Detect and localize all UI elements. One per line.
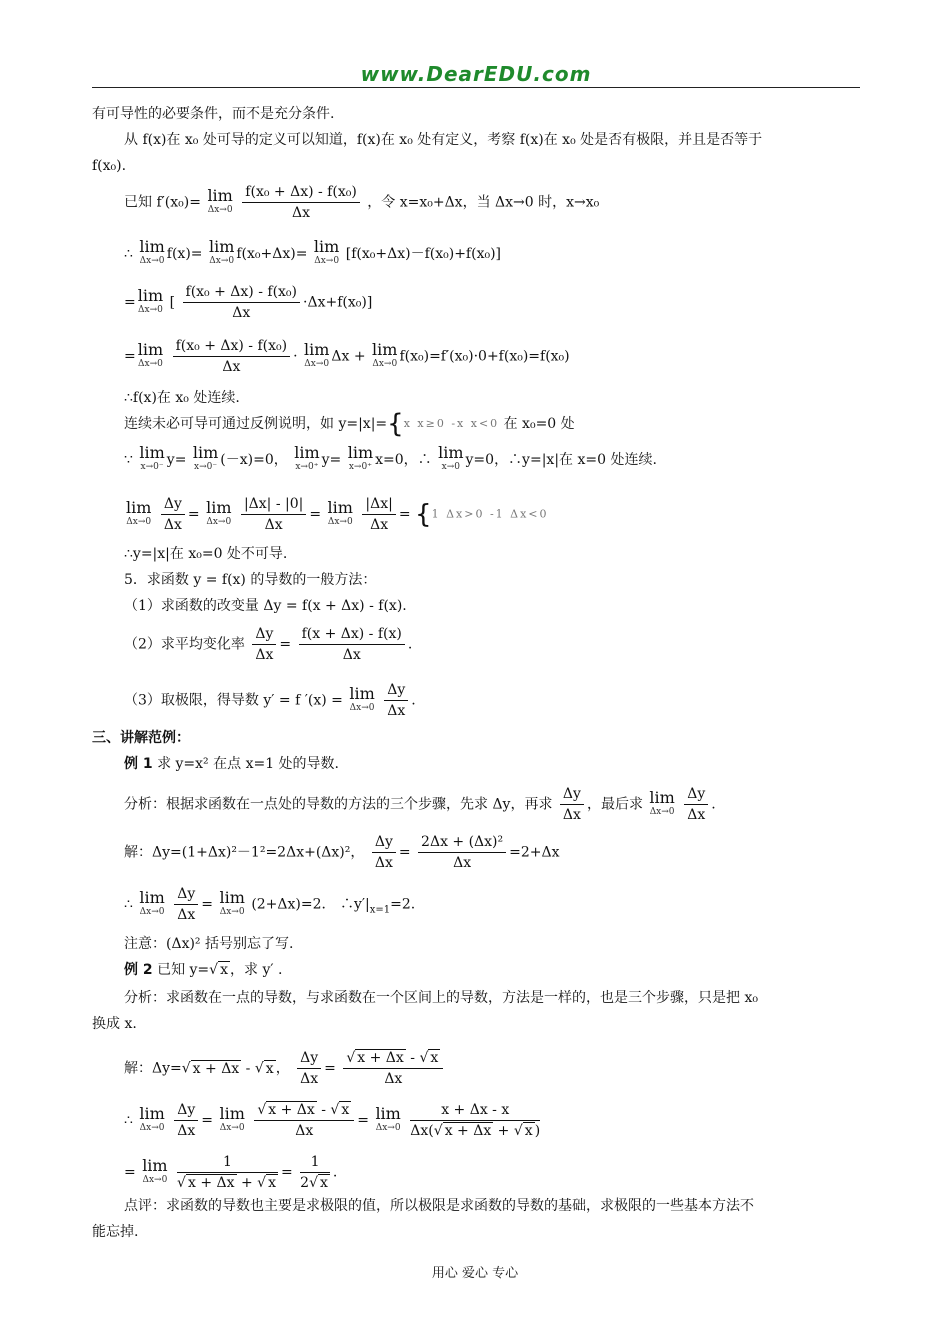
formula-line: （2）求平均变化率 $\frac{\Delta y}{\Delta x}$ = $\frac{f(x + \Delta x) - f(x)}{\Delta x}$ . <box>124 626 413 663</box>
text-line: 5．求函数 y = f(x) 的导数的一般方法： <box>124 572 377 588</box>
formula-line: ∴ lim Δx→0 f(x)= lim Δx→0 f(x₀+Δx)= lim Δx→0 [f(x₀+Δx)－f(x₀)+f(x₀)] <box>124 237 502 266</box>
formula-line: = lim Δx→0 $\frac{\text{f(x₀ + Δx) - f(x₀)}}{\Delta x}$ · lim Δx→0 Δx + lim Δx→0 f(x₀)=f′(x₀)·0+f(x₀)=f(x₀) <box>124 338 570 375</box>
formula-line: ∴ lim Δx→0 $\frac{\Delta y}{\Delta x}$ = lim Δx→0 $\frac{√ x + \Delta x - √ x}{\Delta x}$ = lim Δx→0 $\frac{x + \Delta x - x}{\Delta x(√ x + \Delta x + √ x )}$ <box>124 1102 541 1139</box>
formula-line: （3）取极限，得导数 y′ = f ′(x) = lim Δx→0 $\frac{\Delta y}{\Delta x}$ . <box>124 682 416 719</box>
fraction: $\frac{\text{f(x₀ + Δx) - f(x₀)}}{\Delta x}$ <box>242 182 360 223</box>
formula-line: = lim Δx→0 [ $\frac{\text{f(x₀ + Δx) - f(x₀)}}{\Delta x}$ ·Δx+f(x₀)] <box>124 284 373 321</box>
example-title: 例 1 求 y=x² 在点 x=1 处的导数. <box>124 756 340 772</box>
formula-line: 解：Δy=√ x + Δx - √ x ， $\frac{\Delta y}{\Delta x}$ = $\frac{√ x + \Delta x - √ x}{\Delta x}$ <box>124 1048 446 1089</box>
text-line: （1）求函数的改变量 Δy = f(x + Δx) - f(x). <box>124 598 407 614</box>
text-line: ∴y=|x|在 x₀=0 处不可导. <box>124 546 288 562</box>
text-line: 点评：求函数的导数也主要是求极限的值，所以极限是求函数的导数的基础，求极限的一些基本方法不 <box>124 1198 754 1214</box>
example-title: 例 2 已知 y=√ x ，求 y′ . <box>124 962 283 978</box>
formula-line: 解：Δy=(1+Δx)²－1²=2Δx+(Δx)²， $\frac{\Delta y}{\Delta x}$ = $\frac{\text{2Δx + (Δx)²}}{\Delta x}$ =2+Δx <box>124 834 560 871</box>
formula-line: lim Δx→0 $\frac{\Delta y}{\Delta x}$ = lim Δx→0 $\frac{|\Delta x| - |0|}{\Delta x}$ = lim Δx→0 $\frac{|\Delta x|}{\Delta x}$ = {1 Δx>0 -1 Δx<0 <box>126 496 549 533</box>
formula-line: 连续未必可导可通过反例说明，如 y=|x|={x x≥0 -x x<0 在 x₀=0 处 <box>124 409 575 439</box>
formula-line: 分析：根据求函数在一点处的导数的方法的三个步骤，先求 Δy，再求 $\frac{\Delta y}{\Delta x}$ ，最后求 lim Δx→0 $\frac{\Delta y}{\Delta x}$ . <box>124 786 716 823</box>
text: 已知 f′(x₀)= <box>124 194 201 211</box>
formula-line: = lim Δx→0 $\frac{1}{√ x + \Delta x + √ x}$ = $\frac{1}{2√ x}$ . <box>124 1154 338 1191</box>
section-heading: 三、讲解范例： <box>92 730 190 746</box>
text-line: 有可导性的必要条件，而不是充分条件. <box>92 106 335 122</box>
formula-line <box>124 182 599 223</box>
text-line: 能忘掉. <box>92 1224 139 1240</box>
formula-line: ∴ lim Δx→0 $\frac{\Delta y}{\Delta x}$ = lim Δx→0 (2+Δx)=2． $\therefore y'|_{x=1}=2$. <box>124 886 416 923</box>
text-line: 从 f(x)在 x₀ 处可导的定义可以知道，f(x)在 x₀ 处有定义，考察 f(x)在 x₀ 处是否有极限，并且是否等于 <box>124 132 763 148</box>
header-rule <box>92 87 860 88</box>
text: ，令 x=x₀+Δx，当 Δx→0 时，x→x₀ <box>367 194 600 211</box>
page-header <box>92 60 860 90</box>
text-line: 分析：求函数在一点的导数，与求函数在一个区间上的导数，方法是一样的，也是三个步骤，只是把 x₀ <box>124 990 758 1006</box>
text-line: f(x₀). <box>92 158 127 174</box>
text-line: 注意：(Δx)² 括号别忘了写. <box>124 936 294 952</box>
text-line: ∴f(x)在 x₀ 处连续. <box>124 390 240 406</box>
page-footer: 用心 爱心 专心 <box>431 1266 519 1281</box>
site-logo: www.DearEDU.com <box>360 62 592 86</box>
formula-line: ∵ lim x→0⁻ y= lim x→0⁻ (－x)=0， lim x→0⁺ y= lim x→0⁺ x=0，∴ lim x→0 y=0，∴y=|x|在 x=0 处连续. <box>124 443 657 472</box>
limit: lim Δx→0 <box>207 185 233 215</box>
text-line: 换成 x. <box>92 1016 137 1032</box>
